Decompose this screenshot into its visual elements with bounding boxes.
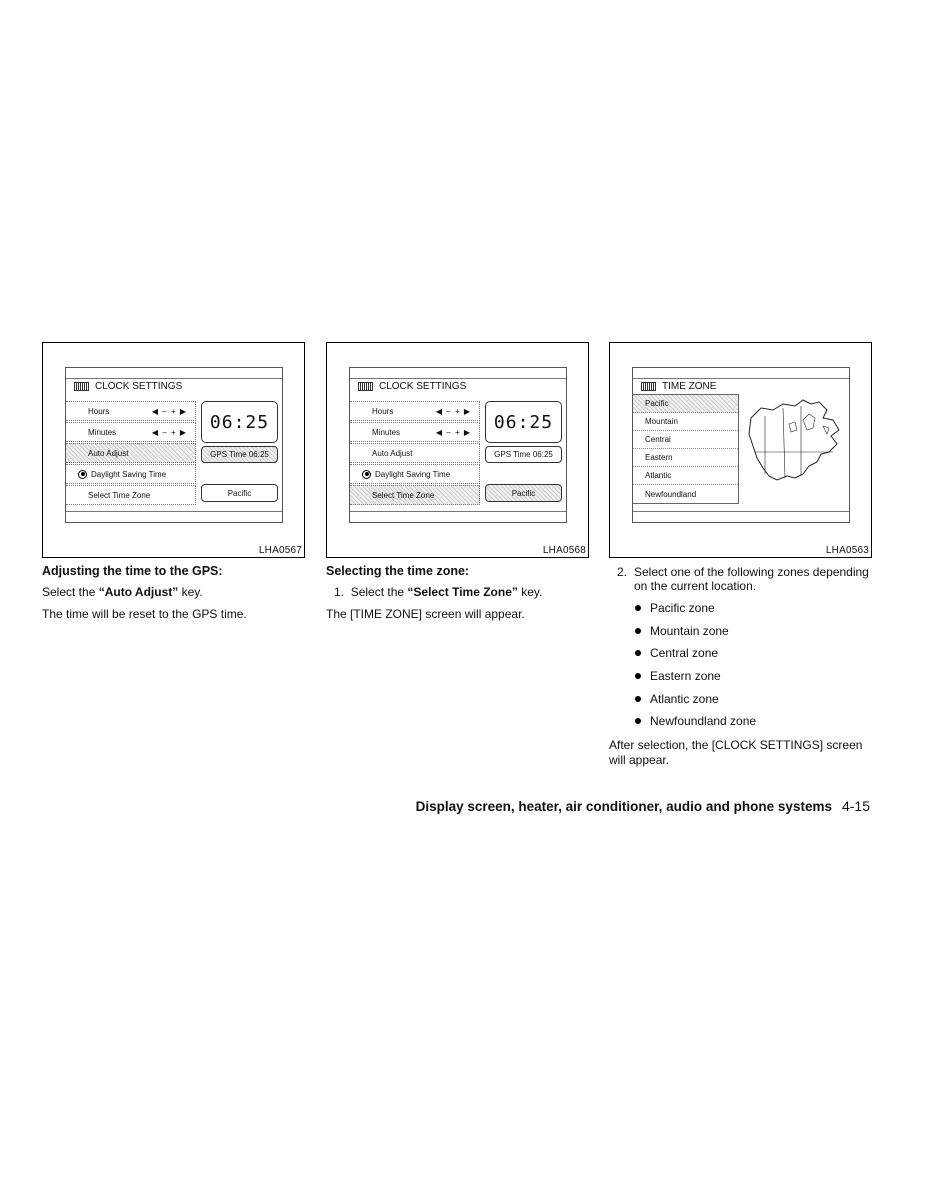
figure-select-time-zone <box>326 342 589 558</box>
after-selection-line-2: will appear. <box>609 753 670 767</box>
keyboard-icon <box>74 382 89 391</box>
zone-item-newfoundland[interactable]: Newfoundland <box>645 489 697 499</box>
zone-item-central[interactable]: Central <box>633 431 738 449</box>
screen-title: TIME ZONE <box>641 381 716 392</box>
minutes-row[interactable]: Minutes ◀ – + ▶ <box>66 422 196 442</box>
time-zone-button[interactable]: Pacific <box>485 484 562 502</box>
clock-display: 06:25 <box>201 401 278 443</box>
list-item: Central zone <box>635 646 718 660</box>
keyboard-icon <box>641 382 656 391</box>
page-number: 4-15 <box>841 798 870 814</box>
minutes-row[interactable]: Minutes ◀ – + ▶ <box>350 422 480 442</box>
zone-item-mountain[interactable]: Mountain <box>633 413 738 431</box>
section-heading: Adjusting the time to the GPS: <box>42 564 223 578</box>
radio-selected-icon[interactable] <box>78 470 87 479</box>
hours-stepper[interactable]: ◀ – + ▶ <box>435 406 471 416</box>
clock-settings-screen <box>349 367 567 523</box>
result-text: The [TIME ZONE] screen will appear. <box>326 607 525 621</box>
section-heading: Selecting the time zone: <box>326 564 470 578</box>
radio-selected-icon[interactable] <box>362 470 371 479</box>
zone-item-pacific[interactable]: Pacific <box>633 395 738 413</box>
figure-code: LHA0567 <box>258 545 302 556</box>
select-time-zone-button[interactable]: Select Time Zone <box>350 485 480 505</box>
list-item: Newfoundland zone <box>635 714 756 728</box>
gps-time-button[interactable]: GPS Time 06:25 <box>201 446 278 463</box>
instruction-text: Select the “Auto Adjust” key. <box>42 585 203 599</box>
figure-time-zone <box>609 342 872 558</box>
bullet-icon <box>635 696 641 702</box>
zone-item-atlantic[interactable]: Atlantic <box>633 467 738 485</box>
bullet-icon <box>635 605 641 611</box>
time-zone-screen <box>632 367 850 523</box>
bullet-icon <box>635 718 641 724</box>
figure-auto-adjust <box>42 342 305 558</box>
list-item: Mountain zone <box>635 624 729 638</box>
hours-row[interactable]: Hours ◀ – + ▶ <box>66 401 196 421</box>
hours-row[interactable]: Hours ◀ – + ▶ <box>350 401 480 421</box>
step-1-text: 1. Select the “Select Time Zone” key. <box>334 585 543 599</box>
clock-settings-screen <box>65 367 283 523</box>
bullet-icon <box>635 650 641 656</box>
list-item: Atlantic zone <box>635 692 719 706</box>
gps-time-button[interactable]: GPS Time 06:25 <box>485 446 562 463</box>
select-time-zone-button[interactable]: Select Time Zone <box>66 485 196 505</box>
section-title: Display screen, heater, air conditioner, audio and phone systems <box>415 799 832 814</box>
auto-adjust-button[interactable]: Auto Adjust <box>350 443 480 463</box>
result-text: The time will be reset to the GPS time. <box>42 607 247 621</box>
after-selection-line-1: After selection, the [CLOCK SETTINGS] screen <box>609 738 863 752</box>
bullet-icon <box>635 628 641 634</box>
figure-code: LHA0568 <box>542 545 586 556</box>
daylight-saving-row[interactable]: Daylight Saving Time <box>350 464 480 484</box>
time-zone-button[interactable]: Pacific <box>201 484 278 502</box>
auto-adjust-button[interactable]: Auto Adjust <box>66 443 196 463</box>
step-2-number: 2. <box>617 565 628 579</box>
north-america-map-icon <box>743 396 847 500</box>
step-2-line-2: on the current location. <box>634 579 757 593</box>
screen-title: CLOCK SETTINGS <box>74 381 182 392</box>
figure-code: LHA0563 <box>825 545 869 556</box>
daylight-saving-row[interactable]: Daylight Saving Time <box>66 464 196 484</box>
list-item: Eastern zone <box>635 669 721 683</box>
list-item: Pacific zone <box>635 601 715 615</box>
clock-display: 06:25 <box>485 401 562 443</box>
minutes-stepper[interactable]: ◀ – + ▶ <box>151 427 187 437</box>
time-zone-list <box>633 394 739 504</box>
screen-title: CLOCK SETTINGS <box>358 381 466 392</box>
hours-stepper[interactable]: ◀ – + ▶ <box>151 406 187 416</box>
zone-item-eastern[interactable]: Eastern <box>633 449 738 467</box>
keyboard-icon <box>358 382 373 391</box>
step-2-line-1: Select one of the following zones depending <box>634 565 869 579</box>
minutes-stepper[interactable]: ◀ – + ▶ <box>435 427 471 437</box>
page-footer <box>416 798 870 814</box>
bullet-icon <box>635 673 641 679</box>
